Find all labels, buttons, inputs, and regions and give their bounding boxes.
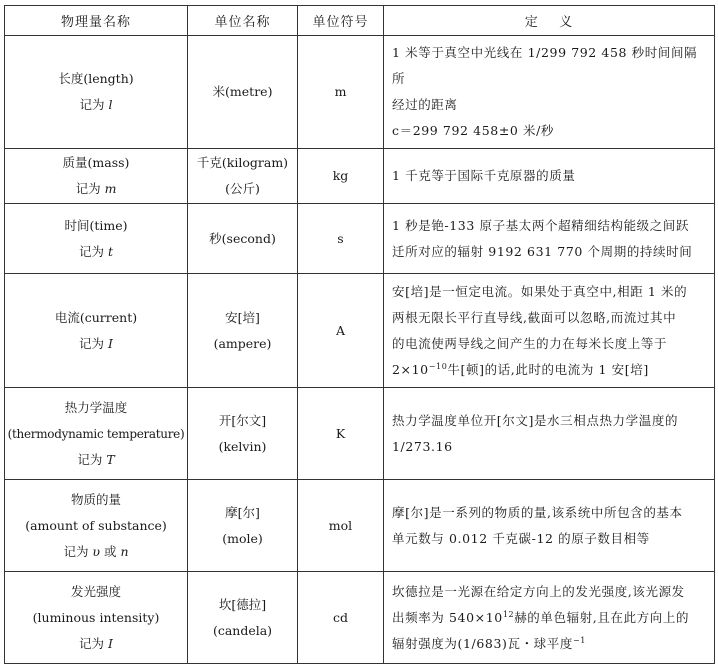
- unit-name-alt: (kelvin): [218, 438, 267, 454]
- unit-name: 秒(second): [209, 230, 276, 246]
- definition-cell: [384, 480, 715, 572]
- quantity-notation: 记为 I: [79, 335, 113, 351]
- quantity-name-cell: [5, 36, 188, 149]
- quantity-notation: 记为 l: [79, 97, 113, 112]
- definition-line: 迁所对应的辐射 9192 631 770 个周期的持续时间: [392, 243, 693, 259]
- definition-cell: [384, 36, 715, 149]
- quantity-name: 质量(mass): [62, 155, 130, 170]
- speed-of-light-formula: c＝299 792 458±0 米/秒: [392, 123, 555, 138]
- quantity-name: 长度(length): [58, 71, 134, 86]
- unit-name: 安[培]: [225, 309, 260, 325]
- quantity-name: 时间(time): [64, 217, 128, 233]
- quantity-name-cell: [5, 572, 188, 664]
- unit-name: 摩[尔]: [225, 504, 260, 520]
- unit-symbol: A: [298, 274, 384, 388]
- quantity-name-cell: [5, 480, 188, 572]
- unit-name-cell: [188, 204, 298, 274]
- unit-name: 开[尔文]: [218, 412, 267, 428]
- unit-name-alt: (公斤): [225, 181, 260, 196]
- table-row: [5, 572, 715, 664]
- table-row: [5, 480, 715, 572]
- quantity-name-en: (amount of substance): [25, 517, 167, 533]
- definition-cell: [384, 572, 715, 664]
- unit-name-cell: [188, 572, 298, 664]
- table-row: [5, 274, 715, 388]
- header-row: [5, 6, 715, 36]
- definition-line: 热力学温度单位开[尔文]是水三相点热力学温度的: [392, 412, 679, 428]
- definition-line: 1 米等于真空中光线在 1/299 792 458 秒时间间隔所: [392, 45, 698, 86]
- table-row: [5, 36, 715, 149]
- definition-line: 1/273.16: [392, 438, 453, 454]
- quantity-name-cell: [5, 149, 188, 204]
- table-row: [5, 149, 715, 204]
- header-unit-name: 单位名称: [188, 6, 298, 36]
- quantity-name-cell: [5, 274, 188, 388]
- unit-name-cell: [188, 388, 298, 480]
- definition-line: 的电流使两导线之间产生的力在每米长度上等于: [392, 335, 668, 351]
- unit-symbol: s: [298, 204, 384, 274]
- definition-line: 单元数与 0.012 千克碳-12 的原子数目相等: [392, 530, 650, 546]
- quantity-notation: 记为 m: [75, 181, 117, 196]
- definition-line: 辐射强度为(1/683)瓦・球平度$^{-1}$: [392, 635, 586, 651]
- quantity-notation: 记为 I: [79, 635, 113, 651]
- definition-line: $2\times 10^{-10}$牛[顿]的话,此时的电流为 1 安[培]: [392, 361, 649, 377]
- unit-name-alt: (mole): [222, 530, 263, 546]
- definition-cell: [384, 274, 715, 388]
- definition-cell: [384, 149, 715, 204]
- definition-line: 1 千克等于国际千克原器的质量: [392, 168, 576, 183]
- quantity-name-cell: [5, 388, 188, 480]
- quantity-name-en: (thermodynamic temperature): [7, 426, 185, 441]
- quantity-name-cell: [5, 204, 188, 274]
- unit-symbol: cd: [298, 572, 384, 664]
- definition-line: 经过的距离: [392, 97, 458, 112]
- definition-line: 摩[尔]是一系列的物质的量,该系统中所包含的基本: [392, 504, 683, 520]
- unit-symbol: kg: [298, 149, 384, 204]
- definition-line: 坎德拉是一光源在给定方向上的发光强度,该光源发: [392, 583, 685, 599]
- quantity-name: 热力学温度: [64, 399, 128, 415]
- table-row: [5, 204, 715, 274]
- quantity-notation: 记为 T: [77, 451, 115, 467]
- quantity-name: 发光强度: [70, 583, 121, 599]
- definition-line: 两根无限长平行直导线,截面可以忽略,而流过其中: [392, 309, 677, 325]
- header-unit-symbol: 单位符号: [298, 6, 384, 36]
- unit-name: 坎[德拉]: [218, 596, 267, 612]
- unit-name: 米(metre): [212, 84, 273, 99]
- header-quantity-name: 物理量名称: [5, 6, 188, 36]
- si-units-table: [4, 5, 715, 664]
- unit-name-cell: [188, 36, 298, 149]
- unit-name-cell: [188, 480, 298, 572]
- quantity-name: 电流(current): [54, 309, 138, 325]
- unit-name: 千克(kilogram): [196, 155, 289, 170]
- definition-cell: [384, 388, 715, 480]
- quantity-name-en: (luminous intensity): [32, 609, 160, 625]
- unit-symbol: mol: [298, 480, 384, 572]
- quantity-name: 物质的量: [70, 491, 121, 507]
- definition-line: 1 秒是铯-133 原子基太两个超精细结构能级之间跃: [392, 217, 690, 233]
- unit-name-cell: [188, 274, 298, 388]
- unit-name-alt: (ampere): [213, 335, 272, 351]
- table-row: [5, 388, 715, 480]
- quantity-notation: 记为 t: [78, 243, 113, 259]
- unit-symbol: m: [298, 36, 384, 149]
- unit-symbol: K: [298, 388, 384, 480]
- header-definition: 定 义: [384, 6, 715, 36]
- definition-line: 出频率为 $540\times 10^{12}$赫的单色辐射,且在此方向上的: [392, 609, 690, 625]
- unit-name-alt: (candela): [212, 622, 273, 638]
- definition-cell: [384, 204, 715, 274]
- definition-line: 安[培]是一恒定电流。如果处于真空中,相距 1 米的: [392, 283, 688, 299]
- quantity-notation: 记为 υ 或 n: [63, 543, 129, 559]
- unit-name-cell: [188, 149, 298, 204]
